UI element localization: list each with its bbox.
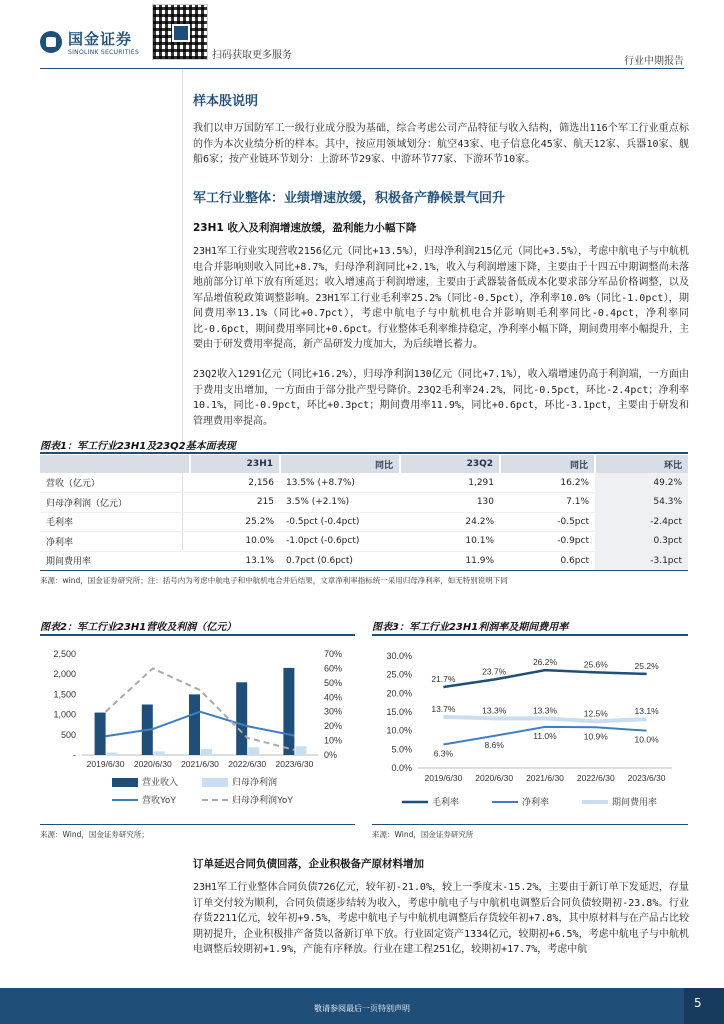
y-tick-right: 10% (324, 735, 343, 746)
table1-bottom-rule (40, 570, 688, 571)
fundamentals-table (40, 455, 688, 571)
y-tick-left: 1,500 (53, 689, 76, 700)
table-row (40, 551, 688, 571)
y-tick: 0.0% (391, 763, 412, 773)
cell-q2-yoy: 16.2% (500, 473, 595, 493)
y-tick-right: 0% (324, 750, 338, 760)
legend-label: 净利率 (522, 797, 550, 807)
table-header-cell: 同比 (280, 455, 400, 473)
legend-label: 营业收入 (142, 777, 179, 787)
y-tick: 20.0% (386, 688, 412, 699)
company-logo (40, 28, 139, 56)
bar-revenue (95, 713, 106, 755)
cell-q2-qoq: 49.2% (595, 473, 688, 493)
table-row (40, 473, 688, 493)
x-tick: 2021/6/30 (526, 773, 564, 783)
table-row (40, 493, 688, 513)
x-tick: 2020/6/30 (475, 773, 514, 783)
cell-q2-qoq: -2.4pct (595, 512, 688, 532)
logo-en: SINOLINK SECURITIES (68, 49, 140, 56)
table1-top-rule (40, 452, 688, 454)
data-label: 12.5% (583, 708, 608, 719)
data-label: 11.0% (533, 730, 557, 741)
data-label: 10.0% (634, 734, 659, 745)
table1-source: 来源：wind，国金证券研究所；注：括号内为考虑中航电子和中航机电合并后结果，文章净利率指标统一采用归母净利率，如无特别说明下同 (40, 576, 508, 585)
x-tick: 2021/6/30 (181, 759, 219, 769)
row-label: 净利率 (40, 532, 190, 552)
fig2-bottom-rule (40, 824, 355, 825)
row-label: 归母净利润（亿元） (40, 493, 190, 513)
paragraph-sample: 我们以申万国防军工一级行业成分股为基础，综合考虑公司产品特征与收入结构，筛选出116个军工行业重点标的作为本次业绩分析的样本。其中，按应用领域划分：航空43家、电子信息化45家、航天12家、兵器10家、舰船6家；按产业链环节划分：上游环节29家、中游环节77家、下游环节10家。 (193, 123, 689, 165)
bar-revenue (283, 668, 294, 755)
table-header-cell: 23Q2 (400, 455, 500, 473)
cell-q2: 24.2% (400, 512, 500, 532)
y-tick-right: 50% (324, 677, 343, 688)
row-label: 期间费用率 (40, 551, 190, 571)
row-label: 营收（亿元） (40, 473, 190, 493)
x-tick: 2022/6/30 (228, 759, 267, 769)
fig2-top-rule (40, 634, 355, 636)
table1-title: 图表1：军工行业23H1及23Q2基本面表现 (40, 441, 236, 452)
cell-q2-yoy: 7.1% (500, 493, 595, 513)
paragraph-revenue: 23H1军工行业实现营收2156亿元（同比+13.5%），归母净利润215亿元（同比+3.5%），考虑中航电子与中航机电合并影响则收入同比+8.7%，归母净利润同比+2.1%，收入与利润增速下降，主要由于十四五中期调整尚未落地前部分订单下放有所延迟；收入增速高于利润增速，主要由于武器装备低成本化要求部分军品价格调整，以及军品增值税政策调整影响。23H1军工行业毛利率25.2%（同比-0.5pct），净利率10.0%（同比-1.0pct），期间费用率13.1%（同比+0.7pct），考虑中航电子与中航机电合并影响则毛利率同比-0.4pct，净利率同比-0.6pct，期间费用率同比+0.6pct。行业整体毛利率维持稳定，净利率小幅下降，期间费用率小幅提升，主要由于研发费用率提高，新产品研发力度加大，为后续增长蓄力。 (193, 246, 689, 350)
bar-net-profit (295, 746, 306, 755)
y-tick-left: 500 (60, 729, 76, 740)
subsection-title-orders: 订单延迟合同负债回落，企业积极备产原材料增加 (193, 858, 424, 870)
x-tick: 2023/6/30 (275, 759, 314, 769)
fig3-top-rule (372, 634, 688, 636)
data-label: 10.9% (583, 731, 608, 742)
y-tick: 5.0% (391, 744, 412, 755)
data-label: 13.1% (634, 706, 659, 717)
cell-h1-yoy: 3.5% (+2.1%) (280, 493, 400, 513)
bar-net-profit (201, 749, 212, 755)
table-header-cell: 23H1 (190, 455, 280, 473)
legend-label: 营收YoY (142, 795, 177, 805)
bar-revenue (189, 694, 200, 755)
fig3-bottom-rule (372, 824, 688, 825)
table-header-cell (40, 455, 190, 473)
margin-ratio-chart (372, 640, 688, 820)
cell-q2: 130 (400, 493, 500, 513)
data-label: 8.6% (484, 739, 504, 750)
x-tick: 2020/6/30 (133, 759, 172, 769)
qr-code-icon[interactable] (152, 4, 208, 60)
y-tick: 30.0% (386, 651, 412, 661)
cell-q2-yoy: 0.6pct (500, 551, 595, 571)
bar-revenue (236, 682, 247, 755)
cell-h1: 10.0% (190, 532, 280, 552)
cell-q2-yoy: -0.5pct (500, 512, 595, 532)
page-number: 5 (694, 996, 702, 1010)
cell-h1-yoy: -1.0pct (-0.6pct) (280, 532, 400, 552)
data-label: 13.3% (532, 705, 558, 716)
series-line (443, 670, 646, 687)
legend-label: 期间费用率 (612, 797, 658, 807)
section-title-overall: 军工行业整体：业绩增速放缓，积极备产静候景气回升 (193, 191, 506, 206)
legend-label: 毛利率 (432, 797, 460, 807)
paragraph-orders: 23H1军工行业整体合同负债726亿元，较年初-21.0%，较上一季度末-15.2%，主要由于新订单下发延迟，存量订单交付较为顺利，合同负债逐步结转为收入，考虑中航电子与中航机电调整后合同负债较期初-23.8%。行业存货2211亿元，较年初+9.5%，考虑中航电子与中航机电调整后存货较年初+7.8%，其中原材料与在产品占比较期初提升，企业积极排产备货以备新订单下放。行业固定资产1334亿元，较期初+6.5%，考虑中航电子与中航机电调整后较期初+1.9%，产能有序释放。行业在建工程251亿，较期初+17.7%，考虑中航 (193, 882, 689, 955)
logo-icon (40, 31, 62, 53)
page-header (0, 0, 724, 70)
table-header-cell: 同比 (500, 455, 595, 473)
cell-q2-qoq: -3.1pct (595, 551, 688, 571)
table-row (40, 532, 688, 552)
bar-net-profit (248, 747, 259, 755)
data-label: 23.7% (482, 666, 507, 677)
fig2-title: 图表2：军工行业23H1营收及利润（亿元） (40, 622, 237, 633)
y-tick-right: 20% (324, 721, 343, 732)
bar-net-profit (107, 753, 118, 755)
cell-h1-yoy: 13.5% (+8.7%) (280, 473, 400, 493)
y-tick: 15.0% (386, 707, 412, 717)
report-type: 行业中期报告 (624, 56, 684, 67)
cell-q2-yoy: -0.9pct (500, 532, 595, 552)
y-tick-left: - (73, 750, 76, 760)
cell-h1: 25.2% (190, 512, 280, 532)
y-tick-right: 70% (324, 649, 343, 659)
y-tick-left: 2,500 (53, 649, 76, 659)
data-label: 26.2% (532, 657, 558, 668)
legend-label: 归母净利润 (232, 777, 278, 787)
row-label: 毛利率 (40, 512, 190, 532)
cell-q2: 10.1% (400, 532, 500, 552)
cell-h1: 2,156 (190, 473, 280, 493)
y-tick: 25.0% (386, 669, 412, 680)
data-label: 13.3% (482, 705, 507, 716)
qr-caption: 扫码获取更多服务 (212, 50, 292, 61)
subsection-title-revenue: 23H1 收入及利润增速放缓，盈利能力小幅下降 (193, 222, 417, 234)
fig2-source: 来源：Wind，国金证券研究所； (40, 830, 149, 839)
y-tick-right: 30% (324, 706, 343, 717)
x-tick: 2023/6/30 (627, 773, 666, 783)
series-line (443, 717, 646, 721)
cell-h1: 13.1% (190, 551, 280, 571)
legend-swatch (112, 778, 138, 787)
fig3-title: 图表3：军工行业23H1利润率及期间费用率 (372, 622, 569, 633)
x-tick: 2022/6/30 (576, 773, 615, 783)
table-header-cell: 环比 (595, 455, 688, 473)
x-tick: 2019/6/30 (86, 759, 125, 769)
data-label: 13.7% (431, 703, 456, 714)
table-row (40, 512, 688, 532)
cell-h1-yoy: 0.7pct (0.6pct) (280, 551, 400, 571)
cell-h1: 215 (190, 493, 280, 513)
cell-q2-qoq: 54.3% (595, 493, 688, 513)
y-tick-right: 40% (324, 692, 343, 703)
table-header-row (40, 455, 688, 473)
legend-label: 归母净利润YoY (232, 795, 294, 805)
legend-swatch (202, 778, 228, 787)
y-tick-left: 2,000 (53, 669, 76, 680)
cell-q2-qoq: 0.3pct (595, 532, 688, 552)
y-tick-right: 60% (324, 663, 343, 674)
bar-net-profit (154, 751, 165, 755)
data-label: 6.3% (433, 748, 454, 759)
header-divider (40, 68, 684, 69)
data-label: 21.7% (431, 673, 456, 684)
fig3-source: 来源：Wind，国金证券研究所 (372, 830, 474, 839)
logo-cn: 国金证券 (68, 30, 133, 48)
cell-q2: 1,291 (400, 473, 500, 493)
footer-disclaimer: 敬请参阅最后一页特别声明 (314, 1004, 410, 1013)
data-label: 25.2% (634, 660, 659, 671)
y-tick-left: 1,000 (53, 709, 76, 720)
y-tick: 10.0% (386, 725, 412, 736)
data-label: 25.6% (583, 659, 608, 670)
cell-q2: 11.9% (400, 551, 500, 571)
x-tick: 2019/6/30 (424, 773, 463, 783)
section-title-sample: 样本股说明 (193, 94, 259, 109)
cell-h1-yoy: -0.5pct (-0.4pct) (280, 512, 400, 532)
paragraph-q2: 23Q2收入1291亿元（同比+16.2%），归母净利润130亿元（同比+7.1%），收入端增速仍高于利润端，一方面由于费用支出增加，一方面由于部分批产型号降价。23Q2毛利率24.2%，同比-0.5pct，环比-2.4pct；净利率10.1%，同比-0.9pct，环比+0.3pct；期间费用率11.9%，同比+0.6pct，环比-3.1pct，主要由于研发和管理费用率提高。 (193, 369, 689, 427)
revenue-profit-chart (40, 640, 355, 820)
